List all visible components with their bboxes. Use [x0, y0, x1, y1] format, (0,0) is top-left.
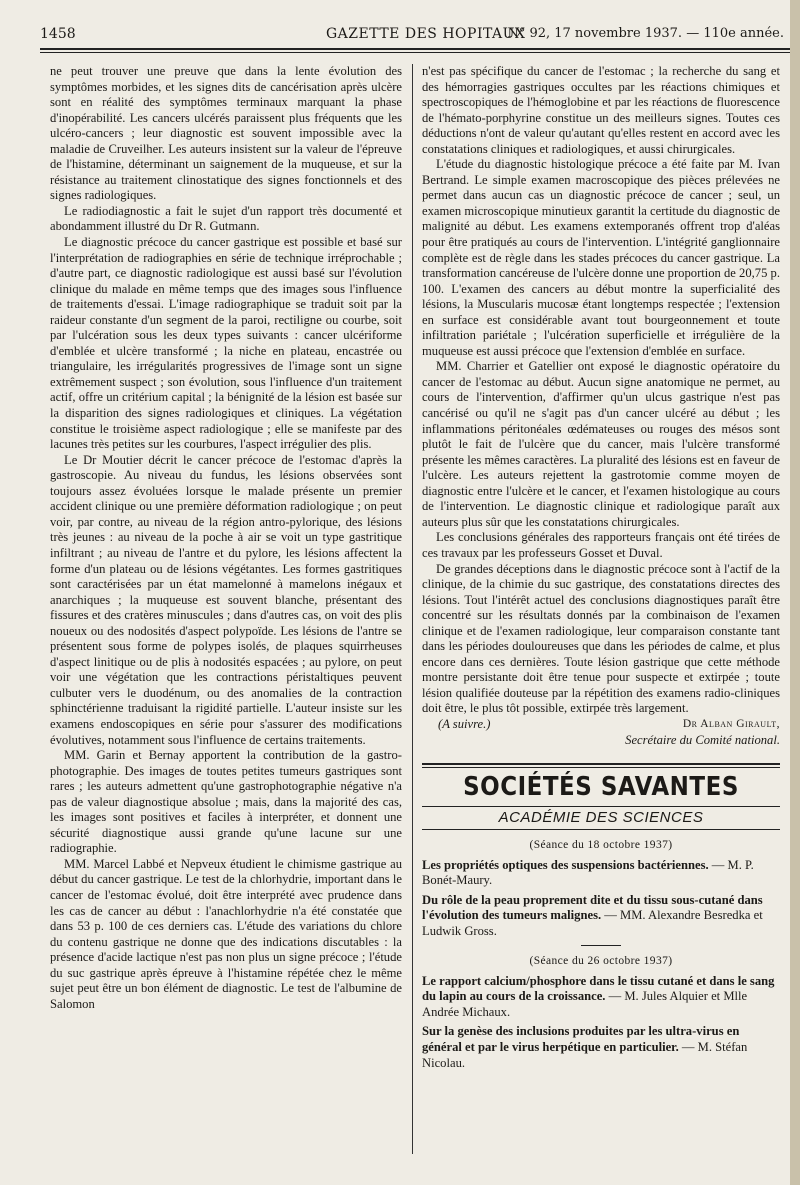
communication-title: Du rôle de la peau proprement dite et du tissu sous-cutané dans l'évolution des tumeurs malignes. [422, 892, 763, 923]
session-date: (Séance du 26 octobre 1937) [529, 955, 673, 968]
paragraph: Le Dr Moutier décrit le cancer précoce de l'estomac d'après la gastroscopie. Au niveau du fundus, les lésions observées sont toujours assez évoluées lorsque le malade présente un premier accident clinique ou une première déformation radiologique ; on peut voir, par contre, au niveau de la région antro-pylorique, des lésions très jeunes : au niveau de la poche à air se voit un type gastritique infiltrant ; au niveau de l'antre et du pylore, les lésions affectent la forme d'un plateau ou de lésions végétantes. Les formes gastritiques sont caractérisées par un état mamelonné à mamelons inégaux et anarchiques ; la muqueuse est souvent blanche, présentant des fissures et des cratères minuscules ; dans d'autres cas, on voit des plis noueux ou des nodosités d'aspect polypoïde. Les lésions de l'antre se présentent sous forme de polypes isolés, de plaques squirrheuses d'aspect linitique ou de plis à nodosités espacées ; au pylore, on peut voir une végétation que les contractions péristaltiques peuvent culbuter vers le duodénum, ou des anomalies de la contraction sphinctérienne traduisant la rigidité partielle. L'auteur insiste sur les examens endoscopiques en série pour s'assurer des modifications évolutives, notamment sous l'influence de certains traitements. [50, 452, 402, 747]
paragraph: De grandes déceptions dans le diagnostic précoce sont à l'actif de la clinique, de la chimie du suc gastrique, des constatations directes des lésions. Tout l'intérêt actuel des conclusions diagnostiques paraît être concentré sur les résultats donnés par la combinaison de l'examen clinique et de l'examen radiologique, leur comparaison constante tant dans les périodes douloureuses que dans les périodes de calme, et plus encore dans ces dernières. Toute lésion gastrique que cette méthode montre persistante doit être tenue pour suspecte et extirpée ; toute lésion qualifiée douteuse par la répétition des examens radio-cliniques doit être, le plus tôt possible, extirpée très largement. [422, 561, 780, 716]
header-rule-thick [40, 48, 790, 50]
communication-item [422, 974, 780, 1021]
paragraph: MM. Marcel Labbé et Nepveux étudient le chimisme gastrique au début du cancer gastrique. Le test de la chlorhydrie, important dans le cancer de l'estomac évolué, doit être interprété avec prudence dans les cas de cancer au début : l'anachlorhydrie n'a été constatée que dans 53 p. 100 de ces derniers cas. L'étude des variations du chlore du contenu gastrique ne donne que des indications discutables : la présence d'acide lactique n'est pas non plus un signe précoce ; l'étude du suc gastrique après épreuve à l'histamine répétée chez le même sujet peut être un bon élément de diagnostic. Le test de l'albumine de Salomon [50, 856, 402, 1011]
journal-title: GAZETTE DES HOPITAUX [326, 26, 526, 42]
communication-item [422, 893, 780, 940]
paragraph: MM. Charrier et Gatellier ont exposé le diagnostic opératoire du cancer de l'estomac au début. Aucun signe anatomique ne permet, au cours de l'intervention, d'affirmer qu'un ulcus gastrique n'est pas cancérisé ou qu'il ne s'agit pas d'un cancer ulcéré au début ; les inflammations péritonéales œdémateuses ou rouges des mésos sont plutôt le fait de l'ulcère que du cancer, mais l'ulcère transformé présente les mêmes caractères. La pluralité des lésions est en faveur de l'ulcère. Les auteurs rejettent la gastrotomie comme moyen de diagnostic entre l'ulcère et le cancer, et l'examen histologique au cours de l'intervention. Le diagnostic clinique et radiologique paraît aux auteurs plus sûr que les constatations chirurgicales. [422, 359, 780, 529]
header-rule-thin [40, 52, 790, 53]
section-title: SOCIÉTÉS SAVANTES [463, 772, 739, 802]
section-rule [422, 763, 780, 765]
author-role: Secrétaire du Comité national. [625, 732, 780, 747]
communication-authors: — M. Stéfan Nicolau. [422, 1039, 748, 1070]
section-rule [422, 806, 780, 807]
communication-item [422, 858, 780, 889]
section-rule [422, 767, 780, 768]
communication-title: Les propriétés optiques des suspensions bactériennes. [422, 857, 709, 872]
right-column [422, 64, 780, 1071]
column-divider [412, 64, 413, 1154]
paragraph: MM. Garin et Bernay apportent la contribution de la gastro-photographie. Des images de toutes petites tumeurs gastriques sont rares ; les auteurs admettent qu'une gastrophotographie négative n'a pas de valeur diagnostique absolue ; mais, dans la majorité des cas, les images sont positives et faciles à interpréter, et donnent une sécurité diagnostique aussi grande qu'une lacune sur une radiographie. [50, 748, 402, 856]
paragraph: n'est pas spécifique du cancer de l'estomac ; la recherche du sang et des hémorragies gastriques occultes par les réactions chimiques et spectroscopiques de l'hémoglobine et par les réactions de fluorescence de l'hémato-porphyrine constitue un des meilleurs signes. Toutes ces déductions n'ont de valeur qu'autant qu'elles restent en accord avec les constatations cliniques et radiologiques, et aussi chirurgicales. [422, 64, 780, 156]
issue-info: N° 92, 17 novembre 1937. — 110e année. [507, 26, 784, 41]
page-header [40, 22, 788, 46]
author-name: Dr Alban Girault, [682, 717, 780, 730]
paragraph: Les conclusions générales des rapporteurs français ont été tirées de ces travaux par les professeurs Gosset et Duval. [422, 530, 780, 560]
academy-heading: ACADÉMIE DES SCIENCES [498, 808, 704, 826]
communication-title: Sur la genèse des inclusions produites par les ultra-virus en général et par le virus herpétique en particulier. [422, 1024, 740, 1054]
signature-block [422, 717, 780, 749]
communication-title: Le rapport calcium/phosphore dans le tissu cutané et dans le sang du lapin au cours de la croissance. [422, 973, 775, 1004]
paragraph: ne peut trouver une preuve que dans la lente évolution des symptômes morbides, et les signes dits de cancérisation après ulcère sont en réalité des symptômes terminaux marquant la phase d'inopérabilité. Les cancers ulcérés paraissent plus fréquents que les ulcéro-cancers ; leur diagnostic est souvent impossible avec la maladie de Cruveilher. Les auteurs insistent sur la valeur de l'épreuve de l'histamine, déterminant un saignement de la muqueuse, et sur la résistance au traitement clinostatique des signes fonctionnels et des signes radiologiques. [50, 64, 402, 203]
paragraph: L'étude du diagnostic histologique précoce a été faite par M. Ivan Bertrand. Le simple examen macroscopique des pièces prélevées ne permet dans aucun cas un diagnostic précoce de cancer ; seul, un examen microscopique minutieux garantit la certitude du diagnostic de malignité au début. Les examens extemporanés offrent trop d'aléas pour être pratiqués au cours de l'intervention. L'intégrité ganglionnaire complète est de règle dans les stades précoces du cancer gastrique. La transformation cancéreuse de l'ulcère donne une proportion de 20,75 p. 100. L'examen des cancers au début montre la superficialité des lésions, la Muscularis mucosæ étant longtemps respectée ; l'extension en surface est considérable avant tout bourgeonnement et toute infiltration pariétale ; l'ulcération superficielle et irrégulière de la muqueuse est aussi précoce que l'extension d'emblée en surface. [422, 157, 780, 358]
paragraph: Le radiodiagnostic a fait le sujet d'un rapport très documenté et abondamment illustré du Dr R. Gutmann. [50, 203, 402, 234]
page-number: 1458 [40, 26, 76, 42]
communication-authors: — M. P. Bonét-Maury. [422, 857, 754, 888]
to-be-continued: (A suivre.) [438, 716, 491, 731]
left-column [50, 64, 402, 1012]
communication-item [422, 1024, 780, 1071]
separator [581, 945, 621, 946]
section-rule [422, 829, 780, 830]
session-date: (Séance du 18 octobre 1937) [529, 838, 673, 851]
communication-authors: — M. Jules Alquier et Mlle Andrée Michaux. [422, 989, 748, 1019]
communication-authors: — MM. Alexandre Besredka et Ludwik Gross. [422, 908, 763, 938]
page-edge [790, 0, 800, 1185]
paragraph: Le diagnostic précoce du cancer gastrique est possible et basé sur l'interprétation de radiographies en série de technique irréprochable ; d'autre part, ce diagnostic radiologique est aussi basé sur l'évolution clinique du malade en même temps que des images sous l'influence de traitements d'essai. L'image radiographique se traduit soit par la raideur constante d'un segment de la paroi, rectiligne ou courbe, soit par l'ulcération sous les deux types suivants : cancer ulcériforme d'emblée et ulcère transformé ; la niche en plateau, encastrée ou triangulaire, les irrégularités progressives de l'image sont un signe extrêmement suspect ; son évolution, sous l'influence d'un traitement actif, offre un critérium capital ; la bénignité de la lésion est basée sur la disparition des signes radiologiques et cliniques. La végétation constitue le troisième aspect radiologique ; elle se manifeste par des lacunes très petites sur les courbures, l'aspect irrégulier des plis. [50, 235, 402, 452]
